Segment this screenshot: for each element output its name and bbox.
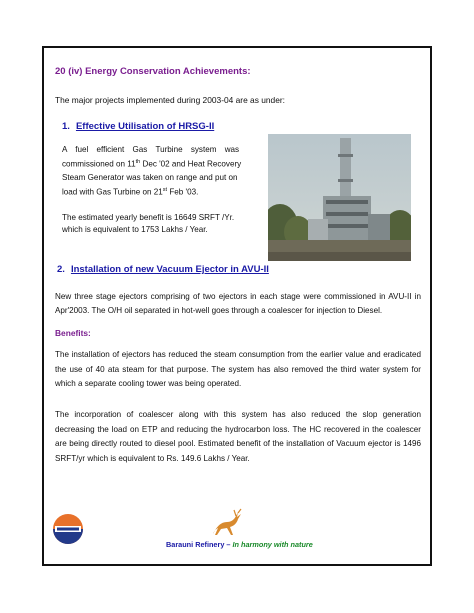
item1-heading	[62, 121, 214, 132]
item2-heading	[57, 264, 269, 275]
benefits-label: Benefits:	[55, 328, 91, 338]
item2-paragraph: New three stage ejectors comprising of two ejectors in each stage were commissioned in AVU-II in Apr'2003. The O/H oil separated in hot-well goes through a coalescer for injection to Diesel.	[55, 292, 421, 315]
item1-line3: Steam Generator was taken on range and put on	[62, 172, 238, 182]
item1-line1: A fuel efficient Gas Turbine system was	[62, 145, 240, 154]
item1-number: 1.	[62, 121, 70, 132]
item1-paragraph	[62, 143, 262, 198]
item2-heading-text: Installation of new Vacuum Ejector in AVU-II	[70, 264, 269, 275]
item1-heading-text: Effective Utilisation of HRSG-II	[75, 121, 215, 132]
section-title: 20 (iv) Energy Conservation Achievements:	[55, 66, 251, 77]
gas-turbine-plant-photo	[268, 134, 411, 261]
benefit-paragraph-2: The incorporation of coalescer along with this system has also reduced the slop generation decreasing the load on ETP and reducing the hydrocarbon loss. The HC recovered in the coalescer are being directly routed to diesel pool. Estimated benefit of the installation of Vacuum ejector is 1496 SRFT/yr which is equivalent to Rs. 149.6 Lakhs / Year.	[55, 410, 421, 463]
item1-benefit-line1: The estimated yearly benefit is 16649 SRFT /Yr.	[62, 213, 235, 222]
item1-benefit	[62, 212, 262, 235]
item1-benefit-line2: which is equivalent to 1753 Lakhs / Year.	[62, 224, 208, 234]
footer-text: Barauni Refinery – In harmony with nature	[166, 540, 313, 549]
deer-emblem-icon	[207, 508, 245, 538]
item1-line4: load with Gas Turbine on 21st Feb '03.	[62, 186, 199, 197]
footer-tagline: In harmony with nature	[232, 540, 313, 549]
benefit-paragraph-1: The installation of ejectors has reduced the steam consumption from the earlier value and eradicated the use of 40 ata steam for that purpose. The system has also removed the third water system for which a separate cooling tower was being operated.	[55, 350, 421, 388]
item2-number: 2.	[57, 264, 65, 275]
item1-line2: commissioned on 11th Dec '02 and Heat Recovery	[62, 159, 242, 169]
footer-org: Barauni Refinery	[166, 540, 225, 549]
indianoil-logo	[52, 513, 84, 545]
section-intro: The major projects implemented during 2003-04 are as under:	[55, 95, 285, 105]
